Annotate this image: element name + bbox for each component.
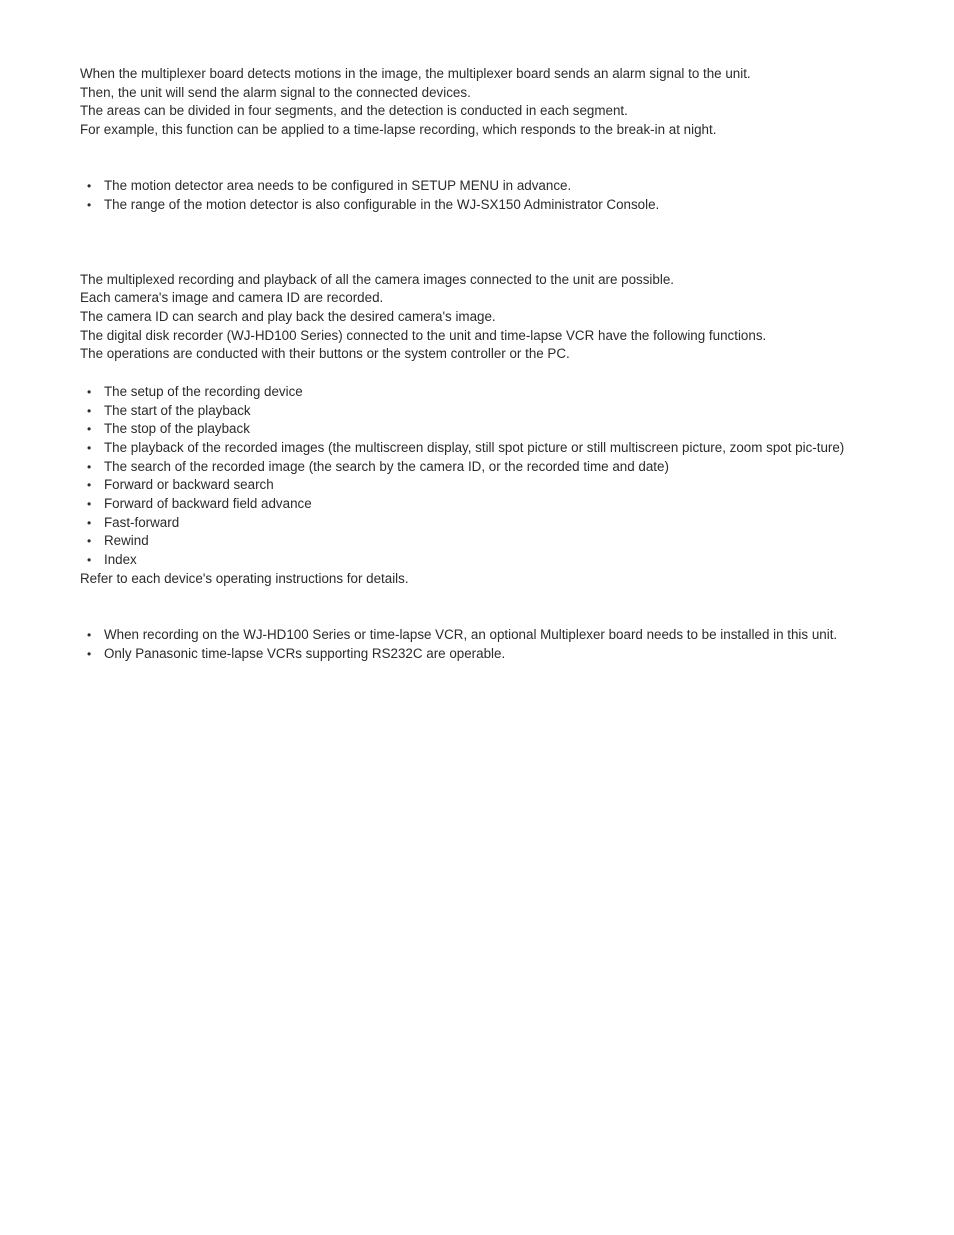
list-item: • Forward of backward field advance xyxy=(104,495,876,514)
document-page xyxy=(80,65,876,663)
motion-notes-list xyxy=(80,177,876,214)
list-item: • The playback of the recorded images (the multiscreen display, still spot picture or still multiscreen picture, zoom spot pic-ture) xyxy=(104,439,876,458)
bullet-icon: • xyxy=(87,497,92,512)
bullet-icon: • xyxy=(87,403,92,418)
list-item: • The search of the recorded image (the search by the camera ID, or the recorded time and date) xyxy=(104,458,876,477)
motion-detection-paragraph xyxy=(80,65,876,140)
bullet-icon: • xyxy=(87,422,92,437)
bullet-icon: • xyxy=(87,478,92,493)
bullet-icon: • xyxy=(87,646,92,661)
list-item: • The setup of the recording device xyxy=(104,383,876,402)
paragraph-line: The digital disk recorder (WJ-HD100 Series) connected to the unit and time-lapse VCR have the following functions. xyxy=(80,327,767,343)
bullet-icon: • xyxy=(87,384,92,399)
list-item: • When recording on the WJ-HD100 Series or time-lapse VCR, an optional Multiplexer board needs to be installed in this unit. xyxy=(104,626,876,645)
spacer xyxy=(80,215,876,271)
bullet-icon: • xyxy=(87,553,92,568)
recording-paragraph xyxy=(80,271,876,365)
list-item: • The range of the motion detector is also configurable in the WJ-SX150 Administrator Console. xyxy=(104,196,876,215)
spacer xyxy=(80,140,876,177)
paragraph-line: The areas can be divided in four segments, and the detection is conducted in each segment. xyxy=(80,103,628,119)
paragraph-line: The multiplexed recording and playback of all the camera images connected to the unit are possible. xyxy=(80,271,674,287)
paragraph-line: Each camera's image and camera ID are recorded. xyxy=(80,290,384,306)
bullet-icon: • xyxy=(87,515,92,530)
list-item: • The stop of the playback xyxy=(104,420,876,439)
bullet-icon: • xyxy=(87,459,92,474)
list-item: • The motion detector area needs to be configured in SETUP MENU in advance. xyxy=(104,177,876,196)
paragraph-line: When the multiplexer board detects motions in the image, the multiplexer board sends an alarm signal to the unit. xyxy=(80,66,751,81)
bullet-icon: • xyxy=(87,440,92,455)
spacer xyxy=(80,364,876,383)
list-item: • Index xyxy=(104,551,876,570)
list-item: • Fast-forward xyxy=(104,514,876,533)
list-item: • Only Panasonic time-lapse VCRs supporting RS232C are operable. xyxy=(104,645,876,664)
recording-notes-list xyxy=(80,626,876,663)
bullet-icon: • xyxy=(87,534,92,549)
paragraph-line: Then, the unit will send the alarm signal to the connected devices. xyxy=(80,84,471,100)
paragraph-line: The operations are conducted with their buttons or the system controller or the PC. xyxy=(80,346,570,362)
refer-text: Refer to each device's operating instructions for details. xyxy=(80,570,409,586)
paragraph-line: For example, this function can be applied to a time-lapse recording, which responds to the break-in at night. xyxy=(80,122,717,138)
bullet-icon: • xyxy=(87,179,92,194)
list-item: • Forward or backward search xyxy=(104,476,876,495)
recording-functions-list xyxy=(80,383,876,570)
paragraph-line: The camera ID can search and play back the desired camera's image. xyxy=(80,309,496,325)
bullet-icon: • xyxy=(87,197,92,212)
list-item: • Rewind xyxy=(104,532,876,551)
list-item: • The start of the playback xyxy=(104,402,876,421)
spacer xyxy=(80,589,876,626)
bullet-icon: • xyxy=(87,627,92,642)
